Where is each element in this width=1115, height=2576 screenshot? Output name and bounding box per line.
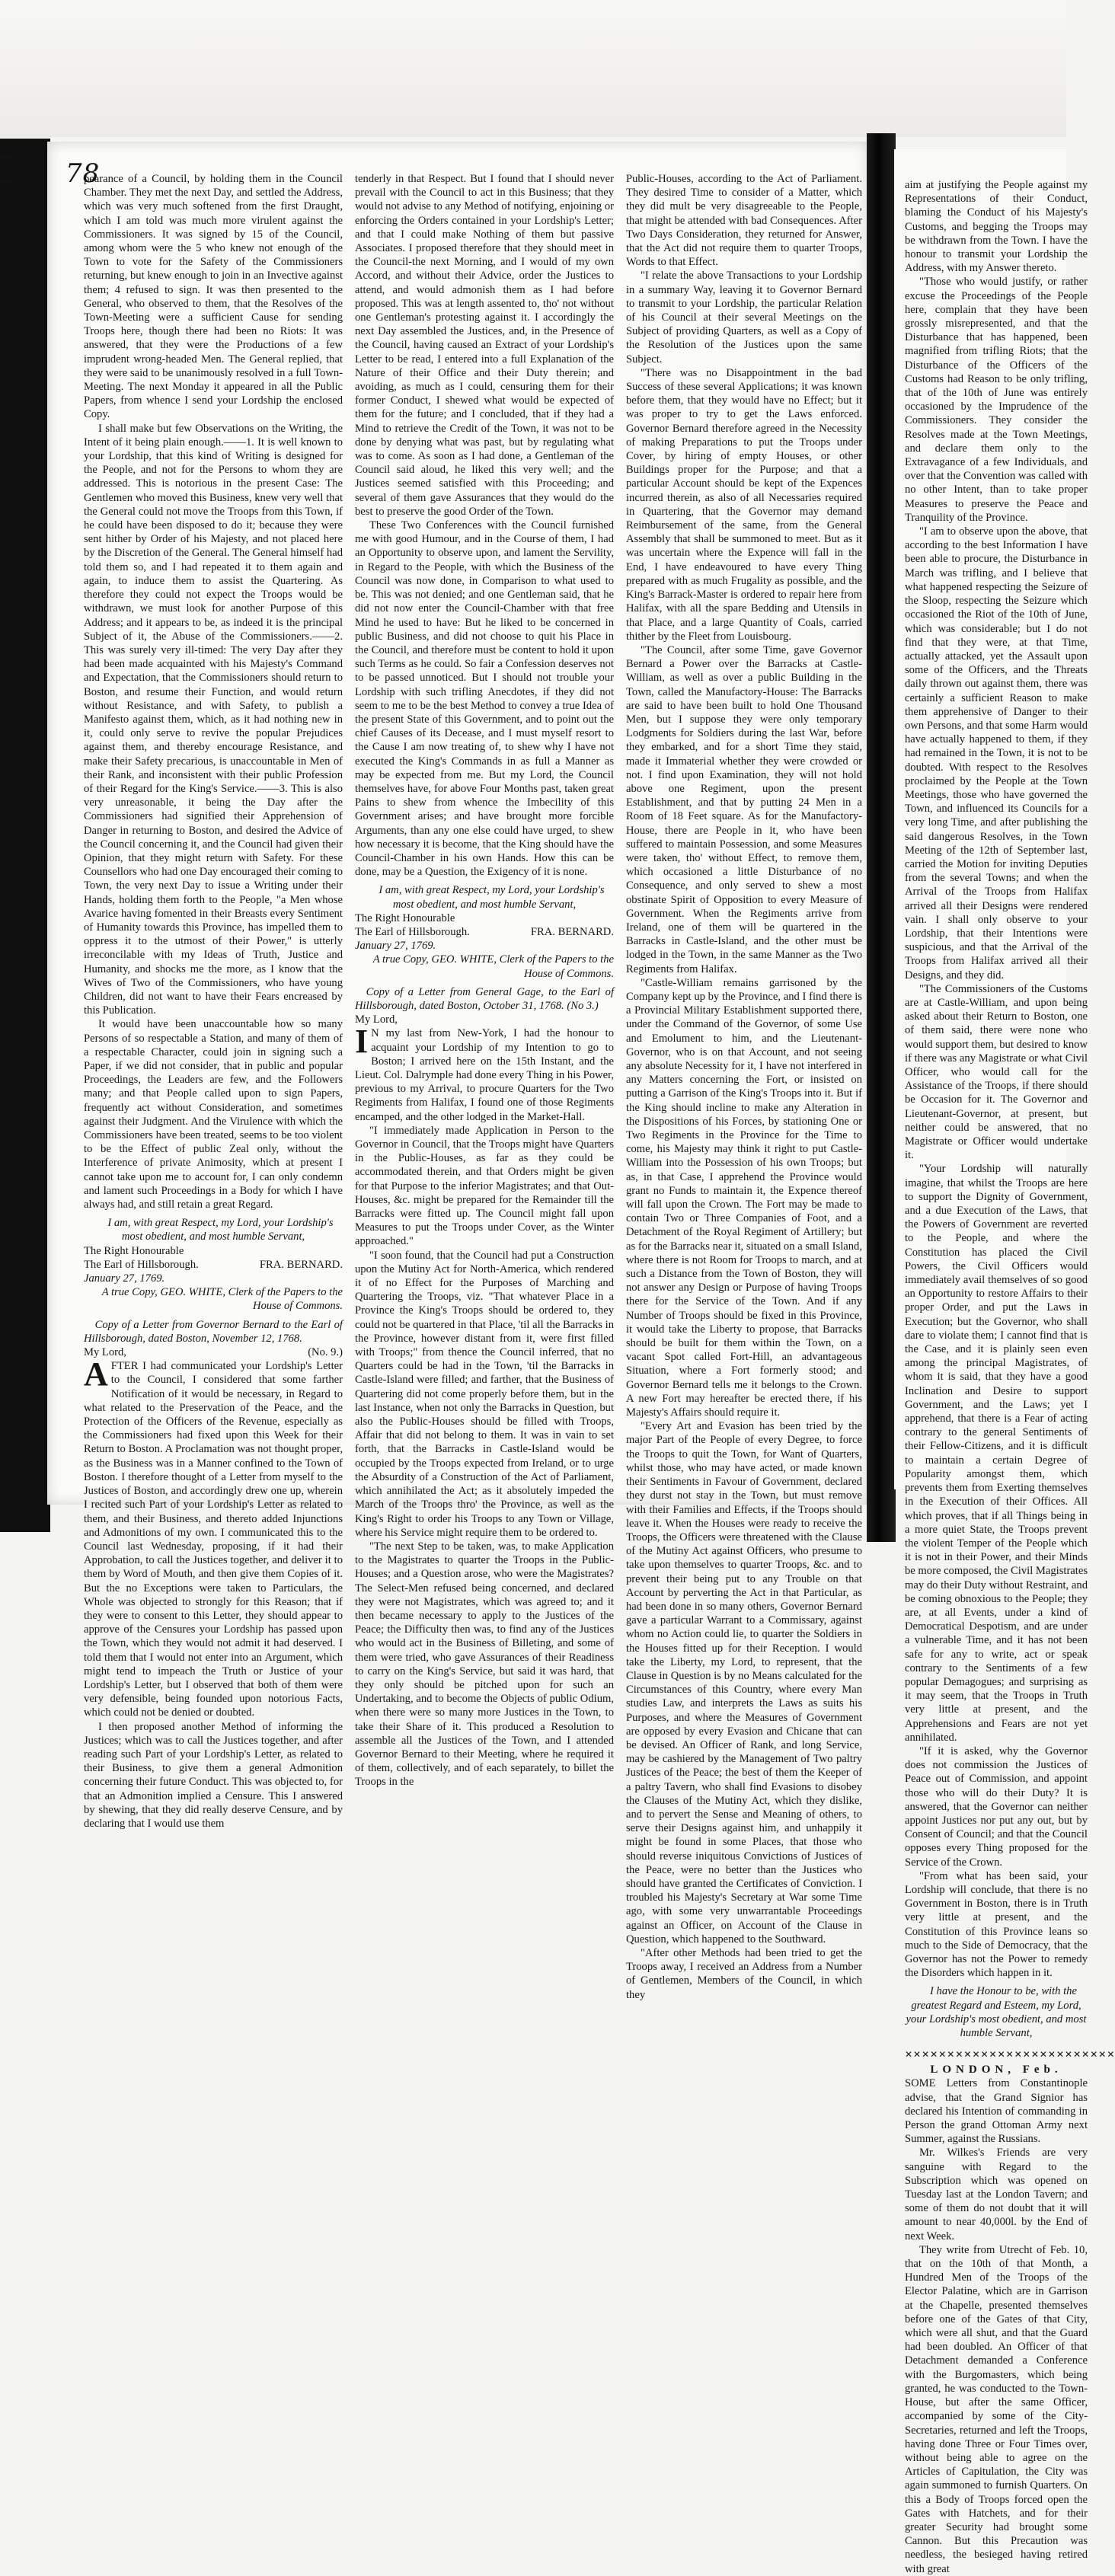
paragraph-text: N my last from New-York, I had the honour to acquaint your Lordship of my Intention to go to Boston; I arrived here on the 15th Instant, and the Lieut. Col. Dalrymple had done every Thing in his Power, previous to my Arrival, to procure Quarters for the Two Regiments from Halifax, I found one of those Regiments encamped, and the other lodged in the Market-Hall. (355, 1027, 614, 1123)
paragraph: I then proposed another Method of informing the Justices; which was to call the Justices together, and after reading such Part of your Lordship's Letter, as related to their Business, to give them a general Admonition concerning their future Conduct. This was objected to, for that an Admonition implied a Censure. This I answered by shewing, that they did really deserve Censure, and by declaring that I would use them (84, 1720, 343, 1830)
paragraph: It would have been unaccountable how so many Persons of so respectable a Station, and many of them of a respectable Character, could join in signing such a Paper, if we did not consider, that in public and popular Proceedings, the Leaders are few, and the Followers many; and that People called upon to sign Papers, frequently act without Consideration, and sometimes against their Judgment. And the Virulence with which the Commissioners have been treated, seems to be too violent to be the Effect of public Zeal only, without the Interference of private Animosity, which at present I cannot take upon me to account for, I can only condemn and lament such Proceedings in a Body for which I have always had, and still retain a great Regard. (84, 1018, 343, 1211)
letter-date: January 27, 1769. (355, 940, 436, 953)
address-recipient: The Earl of Hillsborough. (355, 925, 470, 938)
letter-date: January 27, 1769. (84, 1272, 165, 1285)
paragraph: "I relate the above Transactions to your Lordship in a summary Way, leaving it to Governor Bernard to transmit to your Lordship, the particular Relation of his Council at their several Meetings on the Subject of providing Quarters, as well as a Copy of the Resolution of the Justices upon the same Subject. (626, 270, 862, 365)
paragraph (84, 1355, 343, 1719)
right-page (894, 149, 1115, 2575)
drop-cap: A (84, 1355, 108, 1393)
paragraph: Mr. Wilkes's Friends are very sanguine with Regard to the Subscription which was opened on Tuesday last at the London Tavern; and some of them do not doubt that it will amount to near 40,000l. by the End of next Week. (905, 2147, 1088, 2242)
scan-background (0, 0, 1066, 137)
drop-cap: I (355, 1023, 369, 1061)
paragraph: I shall make but few Observations on the Writing, the Intent of it being plain enough.——1. It is well known to your Lordship, that this kind of Writing is designed for the People, and not for the Persons to whom they are addressed. This is notorious in the present Case: The Gentlemen who moved this Business, knew very well that the General could not move the Troops from this Town, if he could have been disposed to do it; because they were sent hither by Order of his Majesty, and not placed here by the Discretion of the General. The General himself had told them so, and I had repeated it to them again and again, to induce them to assist the Quartering. As therefore they could not expect the Troops would be withdrawn, we must look for another Purpose of this Address; and it appears to be, as indeed it is the principal Subject of it, the Abuse of the Commissioners.——2. This was surely very ill-timed: The very Day after they had been made acquainted with his Majesty's Command and Expectation, that the Commissioners should return to Boston, and resume their Function, and would return without Resistance, and with Safety, to publish a Manifesto against them, which, as it had nothing new in it, could only serve to revive the popular Prejudices against them, and thereby encourage Resistance, and make their Safety precarious, is unaccountable in Men of their Rank, and inconsistent with their public Profession of their Regard for the King's Service.——3. This is also very unreasonable, it being the Day after the Commissioners had signified their Apprehension of Danger in returning to Boston, and desired the Advice of the Council concerning it, and the Council had given their Opinion, that they might return with Safety. For these Counsellors who had one Day encouraged their coming to Town, the very next Day to issue a Writing under their Hands, holding them forth to the People, "a Men whose Avarice having fomented in their Breasts every Sentiment of Humanity towards this Province, has impelled them to oppress it to the utmost of their Power," is utterly irreconcilable with my Ideas of Truth, Justice and Humanity, and shocks me the more, as I know that the Wives of Two of the Commissioners, who have young Children, did not want to have their Fears encreased by this Publication. (84, 422, 343, 1017)
paragraph: SOME Letters from Constantinople advise, that the Grand Signior has declared his Intention of commanding in Person the grand Ottoman Army next Summer, against the Russians. (905, 2077, 1088, 2146)
signature-closing: I have the Honour to be, with the greatest Regard and Esteem, my Lord, your Lordship's most obedient, and most humble Servant, (906, 1985, 1087, 2040)
letter-number: (No. 9.) (308, 1346, 343, 1359)
address-line (84, 1258, 343, 1272)
signature-closing: I am, with great Respect, my Lord, your Lordship's most obedient, and most humble Servant, (379, 884, 605, 911)
left-page (47, 142, 868, 2001)
paragraph: "I immediately made Application in Person to the Governor in Council, that the Troops might have Quarters in the Public-Houses, as far as they could be accommodated therein, and that Orders might be given for that Purpose to the inferior Magistrates; and that Out-Houses, &c. might be prepared for the Remainder till the Barracks were fitted up. The Council might fall upon Measures to put the Troops under Cover, as the Winter approached." (355, 1124, 614, 1248)
paragraph: Public-Houses, according to the Act of Parliament. They desired Time to consider of a Matter, which they did mult be very disagreeable to the People, that might be attended with bad Consequences. After Two Days Consideration, they returned for Answer, that the Act did not require them to quarter Troops, Words to that Effect. (626, 173, 862, 269)
true-copy-note: A true Copy, GEO. WHITE, Clerk of the Papers to the House of Commons. (372, 953, 614, 980)
right-page-column (905, 178, 1115, 2576)
signer-name: FRA. BERNARD. (259, 1258, 343, 1271)
address-line (355, 925, 614, 939)
paragraph: pearance of a Council, by holding them in the Council Chamber. They met the next Day, and settled the Address, which was very much softened from the first Draught, which I am told was much more virulent against the Commissioners. It was signed by 15 of the Council, among whom were the 5 who knew not enough of the Town to vote for the Safety of the Commissioners returning, but knew enough to join in an Invective against them; 4 refused to sign. It was then presented to the General, who observed to them, that the Resolves of the Town-Meeting were a sufficient Cause for sending Troops here, though there had been no Riots: It was answered, that they were the Productions of a few imprudent wrong-headed Men. The General replied, that they were said to be unanimously resolved in a full Town-Meeting. The next Monday it appeared in all the Public Papers, from whence I send your Lordship the enclosed Copy. (84, 173, 343, 421)
paragraph: "The Council, after some Time, gave Governor Bernard a Power over the Barracks at Castle-William, as well as over a public Building in the Town, called the Manufactory-House: The Barracks are said to have been built to hold One Thousand Men, but I suppose they were only temporary Lodgments for Soldiers during the last War, before they embarked, and for a short Time they staid, made it Immaterial whether they were crowded or not. I find upon Examination, they will not hold above one Regiment, upon the present Establishment, and that by putting 24 Men in a Room of 18 Feet square. As for the Manufactory-House, there are People in it, who have been suffered to maintain Possession, and some Measures were taken, tho' without Effect, to remove them, which occasioned a little Disturbance of no Consequence, and only served to shew a most obstinate Spirit of Opposition to every Measure of Government. When the Regiments arrive from Ireland, one of them will be quartered in the Barracks in Castle-Island, and the other must be lodged in the Town, in the same Manner as the Two Regiments from Halifax. (626, 643, 862, 975)
paragraph: tenderly in that Respect. But I found that I should never prevail with the Council to act in this Business; that they would not advise to any Method of notifying, enjoining or enforcing the Orders contained in your Lordship's Letter; and that I could make Nothing of them but passive Associates. I proposed therefore that they should meet in the Council-the next Morning, and I would of my own Accord, and without their Advice, order the Justices to attend, and would admonish them as I had before proposed. This was at length assented to, tho' not without one Gentleman's protesting against it. I accordingly the next Day assembled the Justices, and, in the Presence of the Council, having caused an Extract of your Lordship's Letter to be read, I entered into a full Explanation of the Nature of their Office and their Duty therein; and avoiding, as much as I could, censuring them for their former Conduct, I shewed what would be expected of them for the future; and I concluded, that if they had a Mind to retrieve the Credit of the Town, it was not to be done by denying what was past, but by regulating what was to come. As soon as I had done, a Gentleman of the Council said aloud, he liked this very well; and the Justices seemed satisfied with this Proceeding; and several of them gave Assurances that they would do the best to preserve the good Order of the Town. (355, 173, 614, 518)
paragraph: "After other Methods had been tried to get the Troops away, I received an Address from a Number of Gentlemen, Members of the Council, in which they (626, 1947, 862, 2001)
paragraph: "Castle-William remains garrisoned by the Company kept up by the Province, and I find there is a Provincial Military Establishment supported there, under the Command of the Governor, of some Use and Emolument to him, and the Lieutenant-Governor, who is on that Account, and not seeing any absolute Necessity for it, I have not interfered in any Matters concerning the Fort, or insisted on putting a Garrison of the King's Troops into it. But if the King should incline to make any Alteration in the Dispositions of his Forces, by stationing One or Two Regiments in the Province for the Time to come, his Majesty may think it right to put Castle-William into the Possession of his own Troops; but as, in that Case, I apprehend the Province would grant no Funds to maintain it, the Expence thereof will fall upon the Crown. The Fort may be made to contain Two or Three Companies of Foot, and a Detachment of the Royal Regiment of Artillery; but as for the Barracks near it, situated on a small Island, where there is not Room for Troops to march, and at such a Distance from the Town of Boston, they will not answer any Design or Purpose of having Troops there for the Service of the Town. And if any Number of Troops should be fixed in this Province, it would take the Liberty to propose, that Barracks should be built for them within the Town, on a vacant Spot called Fort-Hill, an advantageous Situation, where a Fort formerly stood; and Governor Bernard tells me it belongs to the Crown. A new Fort may hereafter be erected there, if his Majesty's Affairs should require it. (626, 976, 862, 1419)
book-binding-edge (0, 139, 50, 1532)
signer-name: FRA. BERNARD. (530, 925, 614, 938)
address-recipient: The Earl of Hillsborough. (84, 1258, 199, 1271)
paragraph-text: FTER I had communicated your Lordship's Letter to the Council, I considered that some farther Notification of it would be necessary, in Regard to what related to the Preservation of the Peace, and the Protection of the Officers of the Revenue, especially as the Commissioners had fixed upon this Week for their Return to Boston. A Proclamation was not thought proper, as the Business was in a Manner confined to the Town of Boston. I therefore thought of a Letter from myself to the Justices of Boston, and accordingly drew one up, wherein I recited such Part of your Lordship's Letter as related to them, and their Business, and thereto added Injunctions and Admonitions of my own. I communicated this to the Council last Wednesday, proposing, if it had their Approbation, to call the Justices together, and deliver it to them by Word of Mouth, and then give them Copies of it. But the no Exceptions were taken to Particulars, the Whole was objected to strongly for this Reason; that if they were to consent to this Letter, they should appear to approve of the Censures your Lordship has passed upon the Town, which they would not admit it had deserved. I told them that I would not enter into an Argument, which might tend to impeach the Truth or Justice of your Lordship's Letter, but I observed that both of them were very defensible, being founded upon notorious Facts, which could not be denied or doubted. (84, 1360, 343, 1719)
paragraph: "Your Lordship will naturally imagine, that whilst the Troops are here to support the Dignity of Government, and a due Execution of the Laws, that the Powers of Government are reverted to the People, and where the Constitution has placed the Civil Powers, the Civil Officers would immediately avail themselves of so good an Opportunity to restore Affairs to their proper Order, and put the Laws in Execution; but the Governor, who shall dare to violate them; I cannot find that is the Case, and it is plainly seen even among the principal Magistrates, of whom it is said, that they have a good Inclination and Desire to support Government, and the Laws; yet I apprehend, that there is a Fear of acting contrary to the general Sentiments of their Fellow-Citizens, and it is difficult to maintain a certain Degree of Popularity amongst them, which prevents them from Exerting themselves in the Execution of their Offices. All which proves, that if all Things being in a more quiet State, the Troops prevent the violent Temper of the People which it is not in their Power, and their Minds be more composed, the Civil Magistrates may do their Duty without Restraint, and be coming obnoxious to the People; they are, at all Events, under a kind of Democratical Despotism, and are under a vulnerable Time, and it has not been safe for any to write, act or speak contrary to the Sentiments of a few popular Demagogues; and surprising as it may seem, that the Troops in Truth very little at present, and the Apprehensions and Fears are not yet annihilated. (905, 1163, 1088, 1744)
paragraph: "I soon found, that the Council had put a Construction upon the Mutiny Act for North-America, which rendered it of no Effect for the Purposes of Marching and Quartering the Troops, viz. "That whatever Place in a Province the King's Troops should be ordered to, they could not be quartered in that Place, 'til all the Barracks in the Province, however distant from it, were first filled with Troops;" from thence the Council inferred, that no Quarters could be had in the Town, 'til the Barracks in Castle-Island were filled; and farther, that the Business of Quartering did not come properly before them, but in the last Instance, when not only the Barracks in Question, but also the Public-Houses should be filled with Troops, Affair that did not belong to them. It was in vain to set forth, that the Barracks in Castle-Island would be occupied by the Troops expected from Ireland, or to urge the Absurdity of a Construction of the Act of Parliament, which annihilated the Act; as it absolutely impeded the March of the Troops thro' the Province, as well as the King's Right to order his Troops to any Town or Village, where his Service might require them to be ordered to. (355, 1249, 614, 1539)
paragraph: "There was no Disappointment in the bad Success of these several Applications; it was known before them, that they would have no Effect; but it was proper to try to get the Laws enforced. Governor Bernard therefore agreed in the Necessity of making Preparations to put the Troops under Cover, by hiring of empty Houses, or other Buildings proper for the Purpose; and that a particular Account should be kept of the Expences incurred therein, as also of all Necessaries required in Quartering, that the Governor may demand Reimbursement of the same, from the General Assembly that shall be summoned to meet. But as it was uncertain where the Expence will fall in the End, I have endeavoured to have every Thing prepared with as much Frugality as possible, and the King's Barrack-Master is ordered to repair here from Halifax, with all the spare Bedding and Utensils in that Place, and a large Quantity of Coals, carried thither by the Fleet from Louisbourg. (626, 366, 862, 643)
paragraph: "From what has been said, your Lordship will conclude, that there is no Government in Boston, there is in Truth very little at present, and the Constitution of this Province leans so much to the Side of Democracy, that the Governor has not the Power to remedy the Disorders which happen in it. (905, 1869, 1088, 1980)
page-number: 78 (65, 158, 101, 189)
paragraph: These Two Conferences with the Council furnished me with good Humour, and in the Course of them, I had an Opportunity to observe upon, and lament the Servility, in Regard to the People, with which the Business of the Council was now done, in Comparison to what used to be. This was not denied; and one Gentleman said, that he did not now enter the Council-Chamber with that free Mind he used to have: But he liked to be concerned in public Business, and did not choose to quit his Place in the Council, and therefore must be content to hold it upon such Terms as he could. So fair a Confession deserves not to be passed unnoticed. But I should not trouble your Lordship with such trifling Anecdotes, if they did not seem to me to be the best Method to convey a true Idea of the present State of this Government, and to point out the chief Causes of its Decease, and I must myself resort to the Cause I am now treating of, to shew why I have not executed the King's Commands in as full a Manner as may be expected from me. But my Lord, the Council themselves have, for above Four Months past, taken great Pains to shew from whence the Imbecility of this Government arises; and have brought more forcible Arguments, than any one else could have urged, to shew how necessary it is become, that the King should have the Council-Chamber in his own Hands. How this can be done, may be a Question, the Exigency of it is none. (355, 519, 614, 879)
salutation: My Lord, (355, 1013, 398, 1026)
salutation-text: My Lord, (84, 1346, 126, 1359)
column-3 (626, 172, 862, 2001)
signature-closing: I am, with great Respect, my Lord, your Lordship's most obedient, and most humble Servant, (107, 1217, 334, 1243)
column-1 (84, 172, 343, 1830)
paragraph: "Those who would justify, or rather excuse the Proceedings of the People here, complain that they have been grossly misrepresented, and that the Disturbance that has happened, been magnified from trifling Riots; that the Disturbance of the Officers of the Customs had Reason to be only trifling, that of the 10th of June was entirely occasioned by the Imprudence of the Commissioners. They consider the Resolves made at the Town Meetings, and declare them only to the Extravagance of a few Individuals, and over that the Convention was called with no other Intent, than to take proper Measures to preserve the Peace and Tranquility of the Province. (905, 276, 1088, 524)
paragraph: They write from Utrecht of Feb. 10, that on the 10th of that Month, a Hundred Men of the Troops of the Elector Palatine, which are in Garrison at the Chapelle, presented themselves before one of the Gates of that City, which were all shut, and that the Guard had been doubled. An Officer of that Detachment demanded a Conference with the Burgomasters, which being granted, he was conducted to the Town-House, but after the same Officer, accompanied by some of the City-Secretaries, returned and left the Troops, having done Three or Four Times over, without being able to agree on the Articles of Capitulation, the City was again summoned to furnish Quarters. On this a Body of Troops forced open the Gates with Hatchets, and for their greater Security had brought some Cannon. But this Precaution was needless, the besieged having retired with great (905, 2243, 1088, 2575)
letter-heading: Copy of a Letter from General Gage, to the Earl of Hillsborough, dated Boston, October 31, 1768. (No 3.) (355, 985, 614, 1012)
book-gutter (867, 133, 896, 1542)
paragraph: "The Commissioners of the Customs are at Castle-William, and upon being asked about their Return to Boston, one of them said, there were none who would support them, but desired to know if there was any Magistrate or what Civil Officer, who would call for the Assistance of the Troops, if there should be Occasion for it. The Governor and Lieutenant-Governor, at present, but neither could be answered, that no Magistrate or Officer would undertake it. (905, 982, 1088, 1162)
true-copy-note: A true Copy, GEO. WHITE, Clerk of the Papers to the House of Commons. (101, 1286, 343, 1313)
address-line: The Right Honourable (355, 911, 455, 924)
paragraph: "I am to observe upon the above, that according to the best Information I have been able to procure, the Disturbance in March was trifling, and I believe that what happened respecting the Seizure of the Sloop, respecting the Seizure which occasioned the Riot of the 10th of June, which was considerable; but I do not find that they were, at that Time, actually attacked, yet the Assault upon some of the Officers, and the Threats daily thrown out against them, there was certainly a sufficient Reason to make them apprehensive of Danger to their own Persons, and that some Harm would have actually happened to them, if they had remained in the Town, it is not to be doubted. With respect to the Resolves proclaimed by the People at the Town Meetings, those who have governed the Town, and influenced its Councils for a very long Time, and after publishing the said dangerous Resolves, in the Town Meeting of the 12th of September last, carried the Motion for inviting Deputies from the several Towns; and when the Arrival of the Troops from Halifax arrived all their Designs were rendered vain. I shall only observe to your Lordship, that their Intentions were suspicious, and that the Arrival of the Troops from Halifax arrived all their Designs, and they did. (905, 525, 1088, 982)
ornament-rule: ✕✕✕✕✕✕✕✕✕✕✕✕✕✕✕✕✕✕✕✕✕✕✕✕✕ (905, 2049, 1115, 2060)
paragraph: "Every Art and Evasion has been tried by the major Part of the People of every Degree, to force the Troops to quit the Town, for Want of Quarters, whilst those, who may have acted, or made known their Sentiments in Favour of Government, declared they durst not stay in the Town, but must remove with their Families and Effects, if the Troops should leave it. When the Houses were ready to receive the Troops, the Officers were threatened with the Clause of the Mutiny Act against Officers, who presume to take upon themselves to quarter Troops, &c. and to prevent their being put to any Trouble on that Account by perverting the Act in that Particular, as had been done in so many others, Governor Bernard gave a particular Warrant to a Commissary, against whom no Action could lie, to quarter the Soldiers in the Houses fitted up for their Reception. I would take the Liberty, my Lord, to represent, that the Clause in Question is by no Means calculated for the Circumstances of this Country, where every Man studies Law, and interprets the Laws as suits his Purposes, and where the Measures of Government are opposed by every Evasion and Chicane that can be devised. An Officer of Rank, and long Service, may be cashiered by the Management of Two paltry Justices of the Peace; the best of them the Keeper of a paltry Tavern, who shall find Evasions to disobey the Clauses of the Mutiny Act, which they dislike, and to pervert the Sense and Meaning of others, to serve their Designs against him, and unhappily it might be found in some Places, that those who should reverse iniquitous Convictions of Justices of the Peace, were no better than the Justices who should have granted the Certificates of Conviction. I troubled his Majesty's Secretary at War some Time ago, with some very unwarrantable Proceedings against an Officer, on Account of the Clause in Question, which happened to the Southward. (626, 1420, 862, 1946)
margin-ink-mark (0, 156, 12, 182)
paragraph: "If it is asked, why the Governor does not commission the Justices of Peace out of Commission, and appoint those who will do their Duty? It is answered, that the Governor can neither appoint Justices nor put any out, but by Consent of Council; and that the Council opposes every Thing proposed for the Service of the Crown. (905, 1744, 1088, 1869)
section-heading: LONDON, Feb. (930, 2064, 1062, 2076)
address-line: The Right Honourable (84, 1244, 184, 1257)
letter-heading: Copy of a Letter from Governor Bernard to the Earl of Hillsborough, dated Boston, November 12, 1768. (84, 1318, 343, 1345)
paragraph: aim at justifying the People against my Representations of their Conduct, blaming the Conduct of his Majesty's Customs, and begging the Troops may be withdrawn from the Town. I have the honour to transmit your Lordship the Address, with my Answer thereto. (905, 179, 1088, 275)
salutation (84, 1345, 343, 1359)
column-2 (355, 172, 614, 1789)
paragraph: "The next Step to be taken, was, to make Application to the Magistrates to quarter the Troops in the Public-Houses; and a Question arose, who were the Magistrates? The Select-Men refused being concerned, and declared they were not Magistrates, which was agreed to; and it then became necessary to apply to the Justices of the Peace; the Difficulty then was, to find any of the Justices who would act in the Business of Billeting, and some of them were tried, who gave Assurances of their Readiness to carry on the King's Service, but said it was hard, that they only should be pitched upon for such an Undertaking, and to become the Objects of public Odium, when there were so many more Justices in the Town, to take their Share of it. This produced a Resolution to assemble all the Justices of the Town, and I attended Governor Bernard to their Meeting, where he required it of them, collectively, and of each separately, to billet the Troops in the (355, 1540, 614, 1789)
paragraph (355, 1023, 614, 1123)
